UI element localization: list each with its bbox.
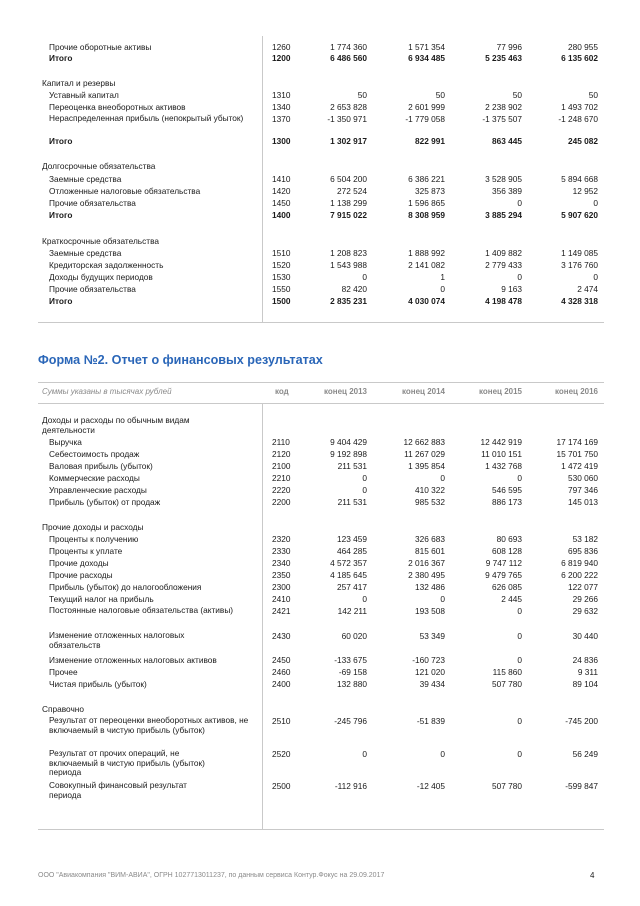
row-value: 8 308 959: [408, 210, 445, 220]
row-value: 0: [593, 198, 598, 208]
row-code: 1400: [272, 210, 291, 220]
row-value: 3 176 760: [561, 260, 598, 270]
section-heading: [0, 704, 640, 715]
row-value: 0: [440, 473, 445, 483]
row-value: 15 701 750: [556, 449, 598, 459]
row-label: Заемные средства: [49, 174, 122, 184]
row-code: 1530: [272, 272, 291, 282]
row-value: 142 211: [337, 606, 367, 616]
row-label: Совокупный финансовый результат периода: [49, 780, 187, 800]
form2-year-header: конец 2015: [478, 387, 522, 396]
row-code: 1310: [272, 90, 291, 100]
section-title: Доходы и расходы по обычным видам деятельности: [42, 415, 190, 435]
table-row: [0, 174, 640, 185]
row-value: 2 653 828: [330, 102, 367, 112]
table-row: [0, 594, 640, 605]
table-row: [0, 631, 640, 651]
row-label: Прибыль (убыток) от продаж: [49, 497, 161, 507]
row-value: 626 085: [492, 582, 522, 592]
table-row: [0, 582, 640, 593]
row-value: 50: [588, 90, 598, 100]
row-value: 12 952: [572, 186, 598, 196]
row-value: -1 350 971: [327, 114, 367, 124]
row-value: 123 459: [337, 534, 367, 544]
row-value: 2 779 433: [485, 260, 522, 270]
section-title: Краткосрочные обязательства: [42, 236, 159, 246]
row-label: Прочие обязательства: [49, 284, 136, 294]
row-value: 24 836: [572, 655, 598, 665]
row-value: 0: [362, 272, 367, 282]
row-label: Проценты к получению: [49, 534, 139, 544]
row-value: 50: [512, 90, 522, 100]
form2-header-top-line: [38, 382, 604, 383]
row-value: 822 991: [415, 136, 445, 146]
row-code: 1550: [272, 284, 291, 294]
table-row: [0, 272, 640, 283]
row-value: 1 888 992: [408, 248, 445, 258]
row-code: 1260: [272, 42, 291, 52]
table-row: [0, 210, 640, 221]
row-value: 1 208 823: [330, 248, 367, 258]
table-row: [0, 53, 640, 64]
row-code: 1500: [272, 296, 291, 306]
row-value: 0: [517, 655, 522, 665]
table-row: [0, 42, 640, 53]
row-value: 0: [362, 473, 367, 483]
section-title: Капитал и резервы: [42, 78, 116, 88]
row-code: 2220: [272, 485, 291, 495]
row-value: 1 596 865: [408, 198, 445, 208]
row-value: 6 934 485: [408, 53, 445, 63]
row-value: -1 375 507: [482, 114, 522, 124]
row-value: 6 504 200: [330, 174, 367, 184]
row-value: 410 322: [415, 485, 445, 495]
row-code: 1520: [272, 260, 291, 270]
row-value: 0: [517, 606, 522, 616]
table-row: [0, 198, 640, 209]
row-value: 4 198 478: [485, 296, 522, 306]
row-value: 0: [440, 594, 445, 604]
row-label: Прочие расходы: [49, 570, 113, 580]
row-label: Итого: [49, 296, 73, 306]
row-value: 507 780: [492, 781, 522, 791]
row-code: 2510: [272, 716, 291, 726]
row-value: -112 916: [334, 781, 367, 791]
row-code: 1300: [272, 136, 291, 146]
table-row: [0, 534, 640, 545]
row-value: 1 432 768: [485, 461, 522, 471]
row-value: 863 445: [492, 136, 522, 146]
row-value: 56 249: [572, 749, 598, 759]
row-value: 77 996: [496, 42, 522, 52]
table-row: [0, 655, 640, 666]
row-code: 2430: [272, 631, 291, 641]
row-value: 0: [517, 272, 522, 282]
row-label: Доходы будущих периодов: [49, 272, 153, 282]
row-value: 29 266: [572, 594, 598, 604]
table-row: [0, 449, 640, 460]
section-heading: [0, 161, 640, 172]
row-label: Проценты к уплате: [49, 546, 123, 556]
row-code: 2120: [272, 449, 291, 459]
row-value: 53 349: [419, 631, 445, 641]
table-row: [0, 473, 640, 484]
row-value: 115 860: [492, 667, 522, 677]
section-heading: [0, 236, 640, 247]
section-title: Прочие доходы и расходы: [42, 522, 144, 532]
row-value: 12 662 883: [403, 437, 445, 447]
table-row: [0, 570, 640, 581]
row-value: 464 285: [337, 546, 367, 556]
row-value: -12 405: [416, 781, 445, 791]
row-value: 1 409 882: [485, 248, 522, 258]
row-value: 0: [517, 198, 522, 208]
row-value: 3 528 905: [485, 174, 522, 184]
table-row: [0, 485, 640, 496]
row-value: 29 632: [572, 606, 598, 616]
row-value: -245 796: [334, 716, 367, 726]
row-value: 1 472 419: [561, 461, 598, 471]
row-label: Прочие доходы: [49, 558, 109, 568]
row-label: Отложенные налоговые обязательства: [49, 186, 201, 196]
section-heading: [0, 522, 640, 533]
row-value: 11 010 151: [481, 449, 522, 459]
row-value: 2 474: [577, 284, 598, 294]
row-value: 5 907 620: [561, 210, 598, 220]
row-value: 0: [517, 749, 522, 759]
row-value: 9 747 112: [485, 558, 522, 568]
row-label: Изменение отложенных налоговых активов: [49, 655, 217, 665]
table-row: [0, 497, 640, 508]
row-value: 132 880: [337, 679, 367, 689]
row-value: 80 693: [496, 534, 522, 544]
row-value: 9 404 429: [330, 437, 367, 447]
row-value: 985 532: [415, 497, 445, 507]
table-row: [0, 437, 640, 448]
row-code: 1370: [272, 114, 291, 124]
table-row: [0, 136, 640, 147]
row-value: -160 723: [412, 655, 445, 665]
row-value: 1 149 085: [561, 248, 598, 258]
section-title: Долгосрочные обязательства: [42, 161, 156, 171]
row-value: 507 780: [492, 679, 522, 689]
row-value: 6 386 221: [408, 174, 445, 184]
table-row: [0, 716, 640, 746]
row-value: 325 873: [415, 186, 445, 196]
row-value: 1 493 702: [561, 102, 598, 112]
table-row: [0, 102, 640, 113]
form2-year-header: конец 2014: [401, 387, 445, 396]
row-value: 2 016 367: [408, 558, 445, 568]
row-value: 2 380 495: [408, 570, 445, 580]
table-row: [0, 461, 640, 472]
row-value: 7 915 022: [330, 210, 367, 220]
row-value: 1 395 854: [408, 461, 445, 471]
row-code: 2210: [272, 473, 291, 483]
row-code: 2300: [272, 582, 291, 592]
row-value: 50: [435, 90, 445, 100]
row-label: Заемные средства: [49, 248, 122, 258]
balance-bottom-divider: [38, 322, 604, 323]
row-value: 4 328 318: [561, 296, 598, 306]
row-value: 211 531: [337, 461, 367, 471]
row-value: 122 077: [568, 582, 598, 592]
row-code: 1450: [272, 198, 291, 208]
row-value: 886 173: [492, 497, 522, 507]
row-value: 0: [517, 716, 522, 726]
row-value: 245 082: [568, 136, 598, 146]
row-value: 1 138 299: [330, 198, 367, 208]
row-value: 2 445: [501, 594, 522, 604]
row-label: Итого: [49, 136, 73, 146]
row-value: 30 440: [572, 631, 598, 641]
row-value: 121 020: [415, 667, 445, 677]
row-value: 3 885 294: [485, 210, 522, 220]
row-value: -133 675: [334, 655, 367, 665]
section-title: Справочно: [42, 704, 84, 714]
table-row: [0, 186, 640, 197]
row-value: 4 185 645: [330, 570, 367, 580]
section-heading: [0, 78, 640, 89]
row-value: 82 420: [341, 284, 367, 294]
row-value: 797 346: [568, 485, 598, 495]
row-value: -599 847: [565, 781, 598, 791]
row-code: 2330: [272, 546, 291, 556]
table-row: [0, 606, 640, 626]
row-value: 0: [440, 284, 445, 294]
table-row: [0, 546, 640, 557]
row-value: -1 779 058: [405, 114, 445, 124]
row-value: 1 571 354: [408, 42, 445, 52]
row-value: 6 819 940: [561, 558, 598, 568]
form2-header-bottom-line: [38, 403, 604, 404]
row-value: 12 442 919: [480, 437, 522, 447]
row-value: 53 182: [572, 534, 598, 544]
row-label: Уставный капитал: [49, 90, 119, 100]
row-value: -1 248 670: [558, 114, 598, 124]
table-row: [0, 248, 640, 259]
row-label: Переоценка внеоборотных активов: [49, 102, 186, 112]
row-value: 546 595: [492, 485, 522, 495]
row-value: 2 601 999: [408, 102, 445, 112]
row-value: 2 141 082: [408, 260, 445, 270]
row-value: 257 417: [337, 582, 367, 592]
row-code: 2200: [272, 497, 291, 507]
form2-units-label: Суммы указаны в тысячах рублей: [42, 387, 172, 396]
row-value: 2 835 231: [330, 296, 367, 306]
row-value: 815 601: [415, 546, 445, 556]
row-code: 1510: [272, 248, 291, 258]
row-label: Итого: [49, 53, 73, 63]
row-value: -51 839: [416, 716, 445, 726]
section-heading: [0, 416, 640, 436]
row-value: 0: [362, 749, 367, 759]
row-value: 5 894 668: [561, 174, 598, 184]
table-row: [0, 114, 640, 134]
table-row: [0, 781, 640, 801]
row-value: 193 508: [415, 606, 445, 616]
row-value: 0: [517, 631, 522, 641]
row-label: Результат от прочих операций, не включаемый в чистую прибыль (убыток) периода: [49, 748, 205, 777]
row-value: 695 836: [568, 546, 598, 556]
row-label: Управленческие расходы: [49, 485, 147, 495]
row-value: 11 267 029: [404, 449, 445, 459]
row-code: 2460: [272, 667, 291, 677]
row-label: Себестоимость продаж: [49, 449, 140, 459]
row-code: 1200: [272, 53, 291, 63]
row-value: 6 200 222: [561, 570, 598, 580]
row-value: -69 158: [338, 667, 367, 677]
row-code: 1420: [272, 186, 291, 196]
row-code: 2340: [272, 558, 291, 568]
row-value: 1 543 988: [330, 260, 367, 270]
row-value: 326 683: [415, 534, 445, 544]
row-value: 1: [440, 272, 445, 282]
row-value: 132 486: [415, 582, 445, 592]
row-value: 0: [362, 594, 367, 604]
row-label: Нераспределенная прибыль (непокрытый убыток): [49, 113, 244, 123]
row-code: 2500: [272, 781, 291, 791]
row-code: 2400: [272, 679, 291, 689]
form2-title: Форма №2. Отчет о финансовых результатах: [38, 353, 323, 367]
form2-year-header: конец 2013: [323, 387, 367, 396]
table-row: [0, 679, 640, 690]
row-value: 9 192 898: [330, 449, 367, 459]
row-value: 5 235 463: [485, 53, 522, 63]
row-code: 2410: [272, 594, 291, 604]
row-value: 272 524: [337, 186, 367, 196]
row-label: Выручка: [49, 437, 82, 447]
form2-code-header: код: [275, 387, 289, 396]
row-code: 1410: [272, 174, 291, 184]
row-label: Прочее: [49, 667, 78, 677]
row-value: 280 955: [568, 42, 598, 52]
row-value: 0: [517, 473, 522, 483]
table-row: [0, 749, 640, 779]
table-row: [0, 260, 640, 271]
row-value: 17 174 169: [556, 437, 598, 447]
row-value: 4 572 357: [330, 558, 367, 568]
row-label: Прочие обязательства: [49, 198, 136, 208]
row-code: 2320: [272, 534, 291, 544]
row-label: Итого: [49, 210, 73, 220]
table-row: [0, 284, 640, 295]
row-label: Кредиторская задолженность: [49, 260, 164, 270]
footer-source-text: ООО "Авиакомпания "ВИМ-АВИА", ОГРН 1027713011237, по данным сервиса Контур.Фокус на 29.09.2017: [38, 872, 385, 879]
row-value: 9 311: [577, 667, 598, 677]
row-code: 2450: [272, 655, 291, 665]
row-value: 1 302 917: [330, 136, 367, 146]
row-value: 145 013: [568, 497, 598, 507]
row-label: Постоянные налоговые обязательства (активы): [49, 605, 234, 615]
row-value: 608 128: [492, 546, 522, 556]
row-value: -745 200: [565, 716, 598, 726]
row-label: Коммерческие расходы: [49, 473, 140, 483]
table-row: [0, 296, 640, 307]
row-value: 6 135 602: [561, 53, 598, 63]
row-value: 4 030 074: [408, 296, 445, 306]
page-number: 4: [590, 871, 595, 880]
row-label: Прочие оборотные активы: [49, 42, 152, 52]
row-code: 2421: [272, 606, 291, 616]
row-code: 2350: [272, 570, 291, 580]
form2-bottom-divider: [38, 829, 604, 830]
row-value: 1 774 360: [330, 42, 367, 52]
table-row: [0, 90, 640, 101]
row-label: Прибыль (убыток) до налогообложения: [49, 582, 202, 592]
row-label: Результат от переоценки внеоборотных активов, не включаемый в чистую прибыль (убыток): [49, 715, 249, 735]
row-value: 39 434: [419, 679, 445, 689]
row-label: Текущий налог на прибыль: [49, 594, 154, 604]
row-value: 50: [357, 90, 367, 100]
row-value: 0: [440, 749, 445, 759]
row-value: 0: [593, 272, 598, 282]
row-value: 60 020: [341, 631, 367, 641]
row-value: 89 104: [572, 679, 598, 689]
row-label: Валовая прибыль (убыток): [49, 461, 153, 471]
row-value: 211 531: [337, 497, 367, 507]
row-value: 9 163: [501, 284, 522, 294]
row-code: 1340: [272, 102, 291, 112]
row-value: 6 486 560: [330, 53, 367, 63]
row-value: 356 389: [492, 186, 522, 196]
row-code: 2520: [272, 749, 291, 759]
row-code: 2110: [272, 437, 290, 447]
row-value: 9 479 765: [485, 570, 522, 580]
table-row: [0, 667, 640, 678]
row-code: 2100: [272, 461, 291, 471]
row-label: Чистая прибыль (убыток): [49, 679, 147, 689]
table-row: [0, 558, 640, 569]
row-value: 2 238 902: [485, 102, 522, 112]
row-value: 530 060: [568, 473, 598, 483]
form2-year-header: конец 2016: [554, 387, 598, 396]
row-value: 0: [362, 485, 367, 495]
row-label: Изменение отложенных налоговых обязательств: [49, 630, 185, 650]
